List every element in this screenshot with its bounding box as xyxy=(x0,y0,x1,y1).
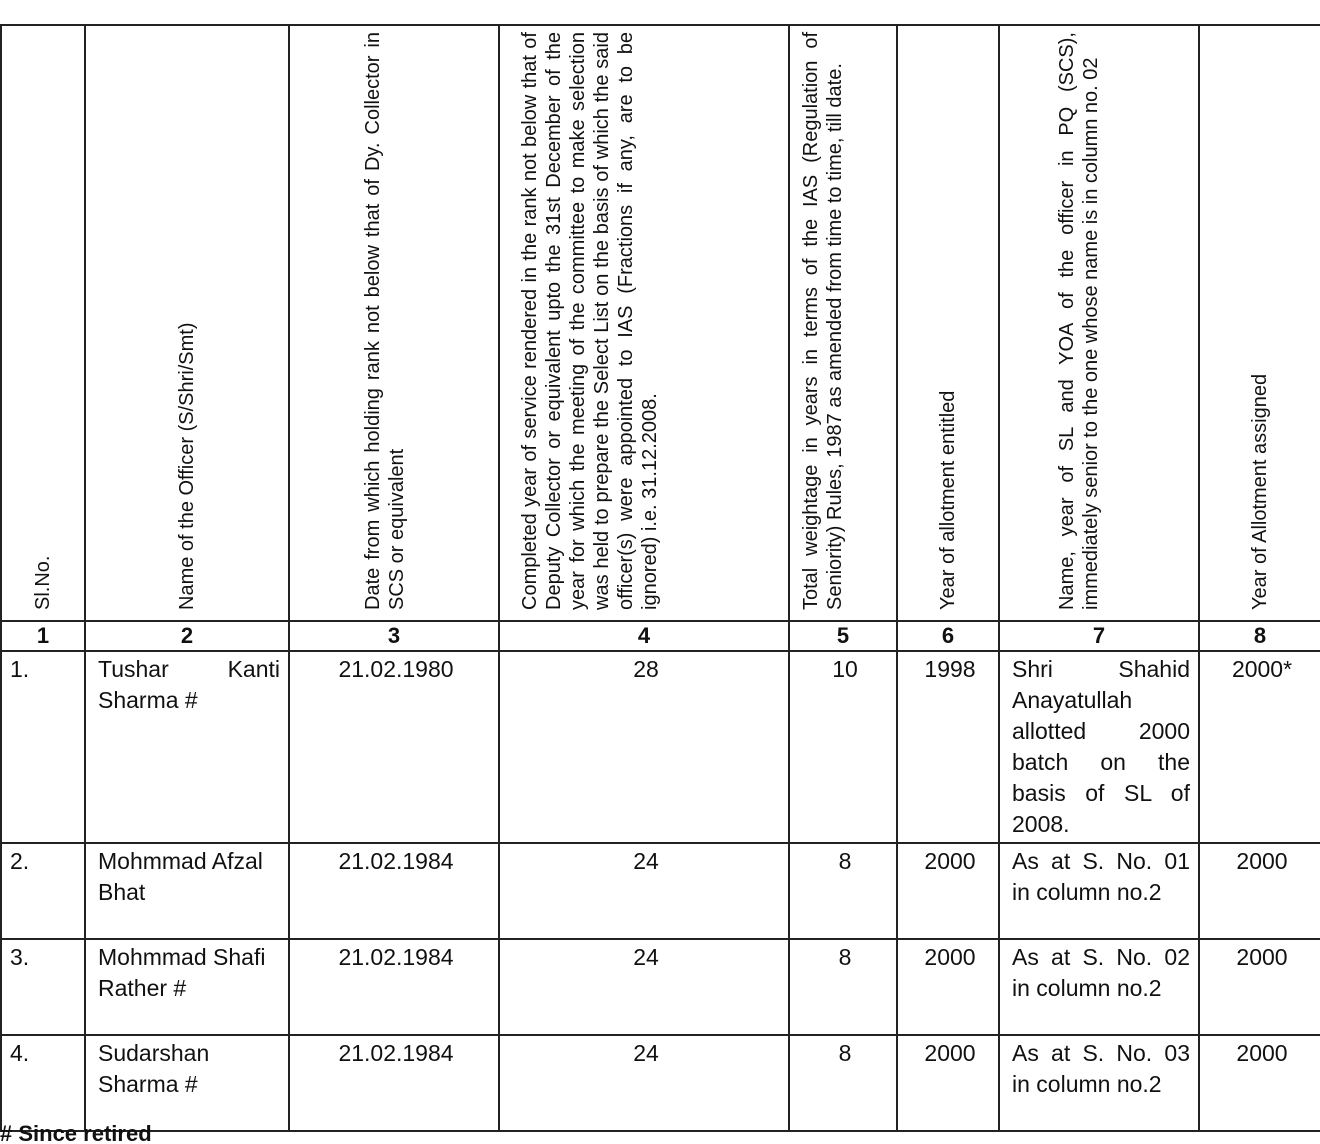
sl-no-cell: 4. xyxy=(1,1035,85,1131)
year-entitled-cell: 2000 xyxy=(897,1035,999,1131)
year-assigned-cell: 2000 xyxy=(1199,1035,1320,1131)
header-officer-name: Name of the Officer (S/Shri/Smt) xyxy=(85,25,289,621)
sl-no-cell: 2. xyxy=(1,843,85,939)
seniority-table xyxy=(0,24,1320,1132)
column-number-row xyxy=(1,621,1320,651)
footnote: # Since retired xyxy=(0,1124,152,1144)
header-year-entitled: Year of allotment entitled xyxy=(897,25,999,621)
column-number: 6 xyxy=(897,621,999,651)
sl-no-cell: 1. xyxy=(1,651,85,843)
weightage-cell: 10 xyxy=(789,651,897,843)
header-date-rank: Date from which holding rank not below that of Dy. Collector in SCS or equivalent xyxy=(289,25,499,621)
senior-officer-cell: As at S. No. 03 in column no.2 xyxy=(999,1035,1199,1131)
column-number: 8 xyxy=(1199,621,1320,651)
officer-name-cell: Mohmmad Afzal Bhat xyxy=(85,843,289,939)
column-number: 5 xyxy=(789,621,897,651)
year-assigned-cell: 2000* xyxy=(1199,651,1320,843)
year-assigned-cell: 2000 xyxy=(1199,843,1320,939)
completed-years-cell: 24 xyxy=(499,843,789,939)
column-number: 2 xyxy=(85,621,289,651)
table-row xyxy=(1,939,1320,1035)
completed-years-cell: 28 xyxy=(499,651,789,843)
header-senior-officer: Name, year of SL and YOA of the officer in PQ (SCS), immediately senior to the one whose name is in column no. 02 xyxy=(999,25,1199,621)
weightage-cell: 8 xyxy=(789,843,897,939)
table-row xyxy=(1,1035,1320,1131)
column-number: 1 xyxy=(1,621,85,651)
header-year-assigned: Year of Allotment assigned xyxy=(1199,25,1320,621)
senior-officer-cell: Shri Shahid Anayatullah allotted 2000 batch on the basis of SL of 2008. xyxy=(999,651,1199,843)
sl-no-cell: 3. xyxy=(1,939,85,1035)
date-cell: 21.02.1984 xyxy=(289,843,499,939)
header-total-weightage: Total weightage in years in terms of the IAS (Regulation of Seniority) Rules, 1987 as amended from time to time, till date. xyxy=(789,25,897,621)
date-cell: 21.02.1984 xyxy=(289,1035,499,1131)
senior-officer-cell: As at S. No. 02 in column no.2 xyxy=(999,939,1199,1035)
header-sl-no: Sl.No. xyxy=(1,25,85,621)
column-number: 3 xyxy=(289,621,499,651)
officer-name-cell: Tushar Kanti Sharma # xyxy=(85,651,289,843)
officer-name-cell: Mohmmad Shafi Rather # xyxy=(85,939,289,1035)
senior-officer-cell: As at S. No. 01 in column no.2 xyxy=(999,843,1199,939)
column-number: 7 xyxy=(999,621,1199,651)
year-entitled-cell: 2000 xyxy=(897,939,999,1035)
completed-years-cell: 24 xyxy=(499,1035,789,1131)
date-cell: 21.02.1984 xyxy=(289,939,499,1035)
officer-name-cell: Sudarshan Sharma # xyxy=(85,1035,289,1131)
column-number: 4 xyxy=(499,621,789,651)
table-row xyxy=(1,651,1320,843)
completed-years-cell: 24 xyxy=(499,939,789,1035)
header-completed-years: Completed year of service rendered in the rank not below that of Deputy Collector or equivalent upto the 31st December of the year for which the meeting of the committee to make selection was held to prepare the Select List on the basis of which the said officer(s) were appointed to IAS (Fractions if any, are to be ignored) i.e. 31.12.2008. xyxy=(499,25,789,621)
year-entitled-cell: 2000 xyxy=(897,843,999,939)
year-entitled-cell: 1998 xyxy=(897,651,999,843)
year-assigned-cell: 2000 xyxy=(1199,939,1320,1035)
weightage-cell: 8 xyxy=(789,1035,897,1131)
header-row xyxy=(1,25,1320,621)
weightage-cell: 8 xyxy=(789,939,897,1035)
table-row xyxy=(1,843,1320,939)
date-cell: 21.02.1980 xyxy=(289,651,499,843)
